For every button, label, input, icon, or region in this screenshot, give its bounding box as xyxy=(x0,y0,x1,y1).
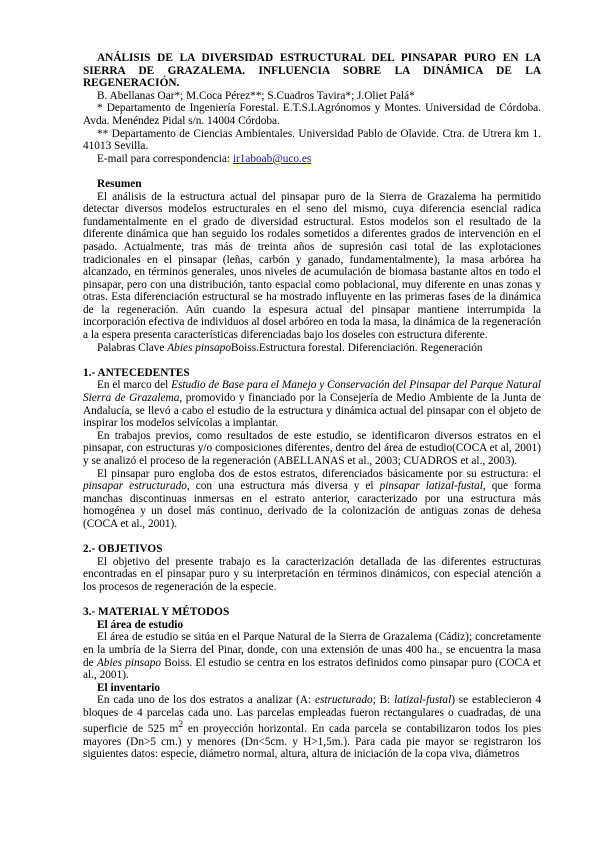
affiliation-2: ** Departamento de Ciencias Ambientales. Universidad Pablo de Olavide. Ctra. de Utrera km 1. 41013 Sevilla. xyxy=(83,127,541,153)
resumen-text: El análisis de la estructura actual del pinsapar puro de la Sierra de Grazalema ha permitido detectar diversos modelos estructurales en el seno del mismo, cuya diferencia esencial radica fundamentalmente en el grado de diversidad estructural. Estos modelos son el resultado de la diferente dinámica que han seguido los rodales sometidos a diferentes grados de intervención en el pasado. Actualmente, tras más de treinta años de supresión casi total de las explotaciones tradicionales en el pinsapar (leñas, carbón y ganado, fundamentalmente), la masa arbórea ha alcanzado, en términos generales, unos niveles de acumulación de biomasa bastante altos en todo el pinsapar, pero con una distribución, tanto espacial como poblacional, muy diferente en unas zonas y otras. Esta diferenciación estructural se ha mostrado influyente en las primeras fases de la dinámica de la regeneración. Aún cuando la espesura actual del pinsapar mantiene interrumpida la incorporación efectiva de individuos al dosel arbóreo en toda la masa, la dinámica de la regeneración a la espera presenta características diferenciadas bajo los doseles con estructura diferente. xyxy=(83,190,541,342)
subsection-study-area-heading: El área de estudio xyxy=(97,618,184,631)
keywords xyxy=(83,342,541,355)
document-page xyxy=(83,52,541,761)
keywords-label: Palabras Clave xyxy=(97,341,168,354)
section-1-heading: 1.- ANTECEDENTES xyxy=(83,366,190,379)
section-3-heading: 3.- MATERIAL Y MÉTODOS xyxy=(83,606,230,619)
section-2-paragraph-1: El objetivo del presente trabajo es la caracterización detallada de las diferentes estructuras encontradas en el pinsapar puro y su interpretación en términos dinámicos, con especial atención a los procesos de regeneración de la especie. xyxy=(83,555,541,593)
section-3-paragraph-2: En cada uno de los dos estratos a analizar (A: estructurado; B: latizal-fustal) se establecieron 4 bloques de 4 parcelas cada uno. Las parcelas empleadas fueron rectangulares o cuadradas, de una superficie de 525 $m^2$ en proyección horizontal. En cada parcela se contabilizaron todos los pies mayores (Dn>5 cm.) y menores (Dn<5cm. y H>1,5m.). Para cada pie mayor se registraron los siguientes datos: especie, diámetro normal, altura, altura de iniciación de la copa viva, diámetros xyxy=(83,694,541,761)
section-1-paragraph-1: En el marco del Estudio de Base para el Manejo y Conservación del Pinsapar del Parque Natural Sierra de Grazalema, promovido y financiado por la Consejería de Medio Ambiente de la Junta de Andalucía, se llevó a cabo el estudio de la estructura y dinámica actual del pinsapar con el objeto de inspirar los modelos selvícolas a implantar. xyxy=(83,379,541,430)
authors: B. Abellanas Oar*; M.Coca Pérez**; S.Cuadros Tavira*; J.Oliet Palá* xyxy=(97,89,415,102)
keywords-species: Abies pinsapo xyxy=(167,341,231,354)
email-label: E-mail para correspondencia: xyxy=(97,152,233,165)
section-2-heading: 2.- OBJETIVOS xyxy=(83,543,163,556)
email-link[interactable]: ir1aboab@uco.es xyxy=(232,152,312,165)
paper-title: ANÁLISIS DE LA DIVERSIDAD ESTRUCTURAL DEL PINSAPAR PURO EN LA SIERRA DE GRAZALEMA. INFLUENCIA SOBRE LA DINÁMICA DE LA REGENERACIÓN. xyxy=(83,52,541,90)
affiliation-1: * Departamento de Ingeniería Forestal. E.T.S.I.Agrónomos y Montes. Universidad de Córdoba. Avda. Menéndez Pidal s/n. 14004 Córdoba. xyxy=(83,102,541,127)
subsection-inventory-heading: El inventario xyxy=(97,681,161,694)
resumen-heading: Resumen xyxy=(97,177,142,190)
section-3-paragraph-1: El área de estudio se sitúa en el Parque Natural de la Sierra de Grazalema (Cádiz); concretamente en la umbría de la Sierra del Pinar, donde, con una extensión de unas 400 ha., se encuentra la masa de Abies pinsapo Boiss. El estudio se centra en los estratos definidos como pinsapar puro (COCA et al., 2001). xyxy=(83,631,541,682)
section-1-paragraph-3: El pinsapar puro engloba dos de estos estratos, diferenciados básicamente por su estructura: el pinsapar estructurado, con una estructura más diversa y el pinsapar latizal-fustal, que forma manchas discontinuas inmersas en el estrato anterior, caracterizado por una estructura más homogénea y un dosel más continuo, derivado de la colonización de antiguas zonas de dehesa (COCA et al., 2001). xyxy=(83,467,542,530)
email-line xyxy=(83,153,541,166)
section-1-paragraph-2: En trabajos previos, como resultados de este estudio, se identificaron diversos estratos en el pinsapar, con estructuras y/o composiciones diferentes, dentro del área de estudio(COCA et al, 2001) y se analizó el proceso de la regeneración (ABELLANAS et al., 2003; CUADROS et al., 2003). xyxy=(83,429,541,467)
keywords-rest: Boiss.Estructura forestal. Diferenciación. Regeneración xyxy=(230,341,483,354)
